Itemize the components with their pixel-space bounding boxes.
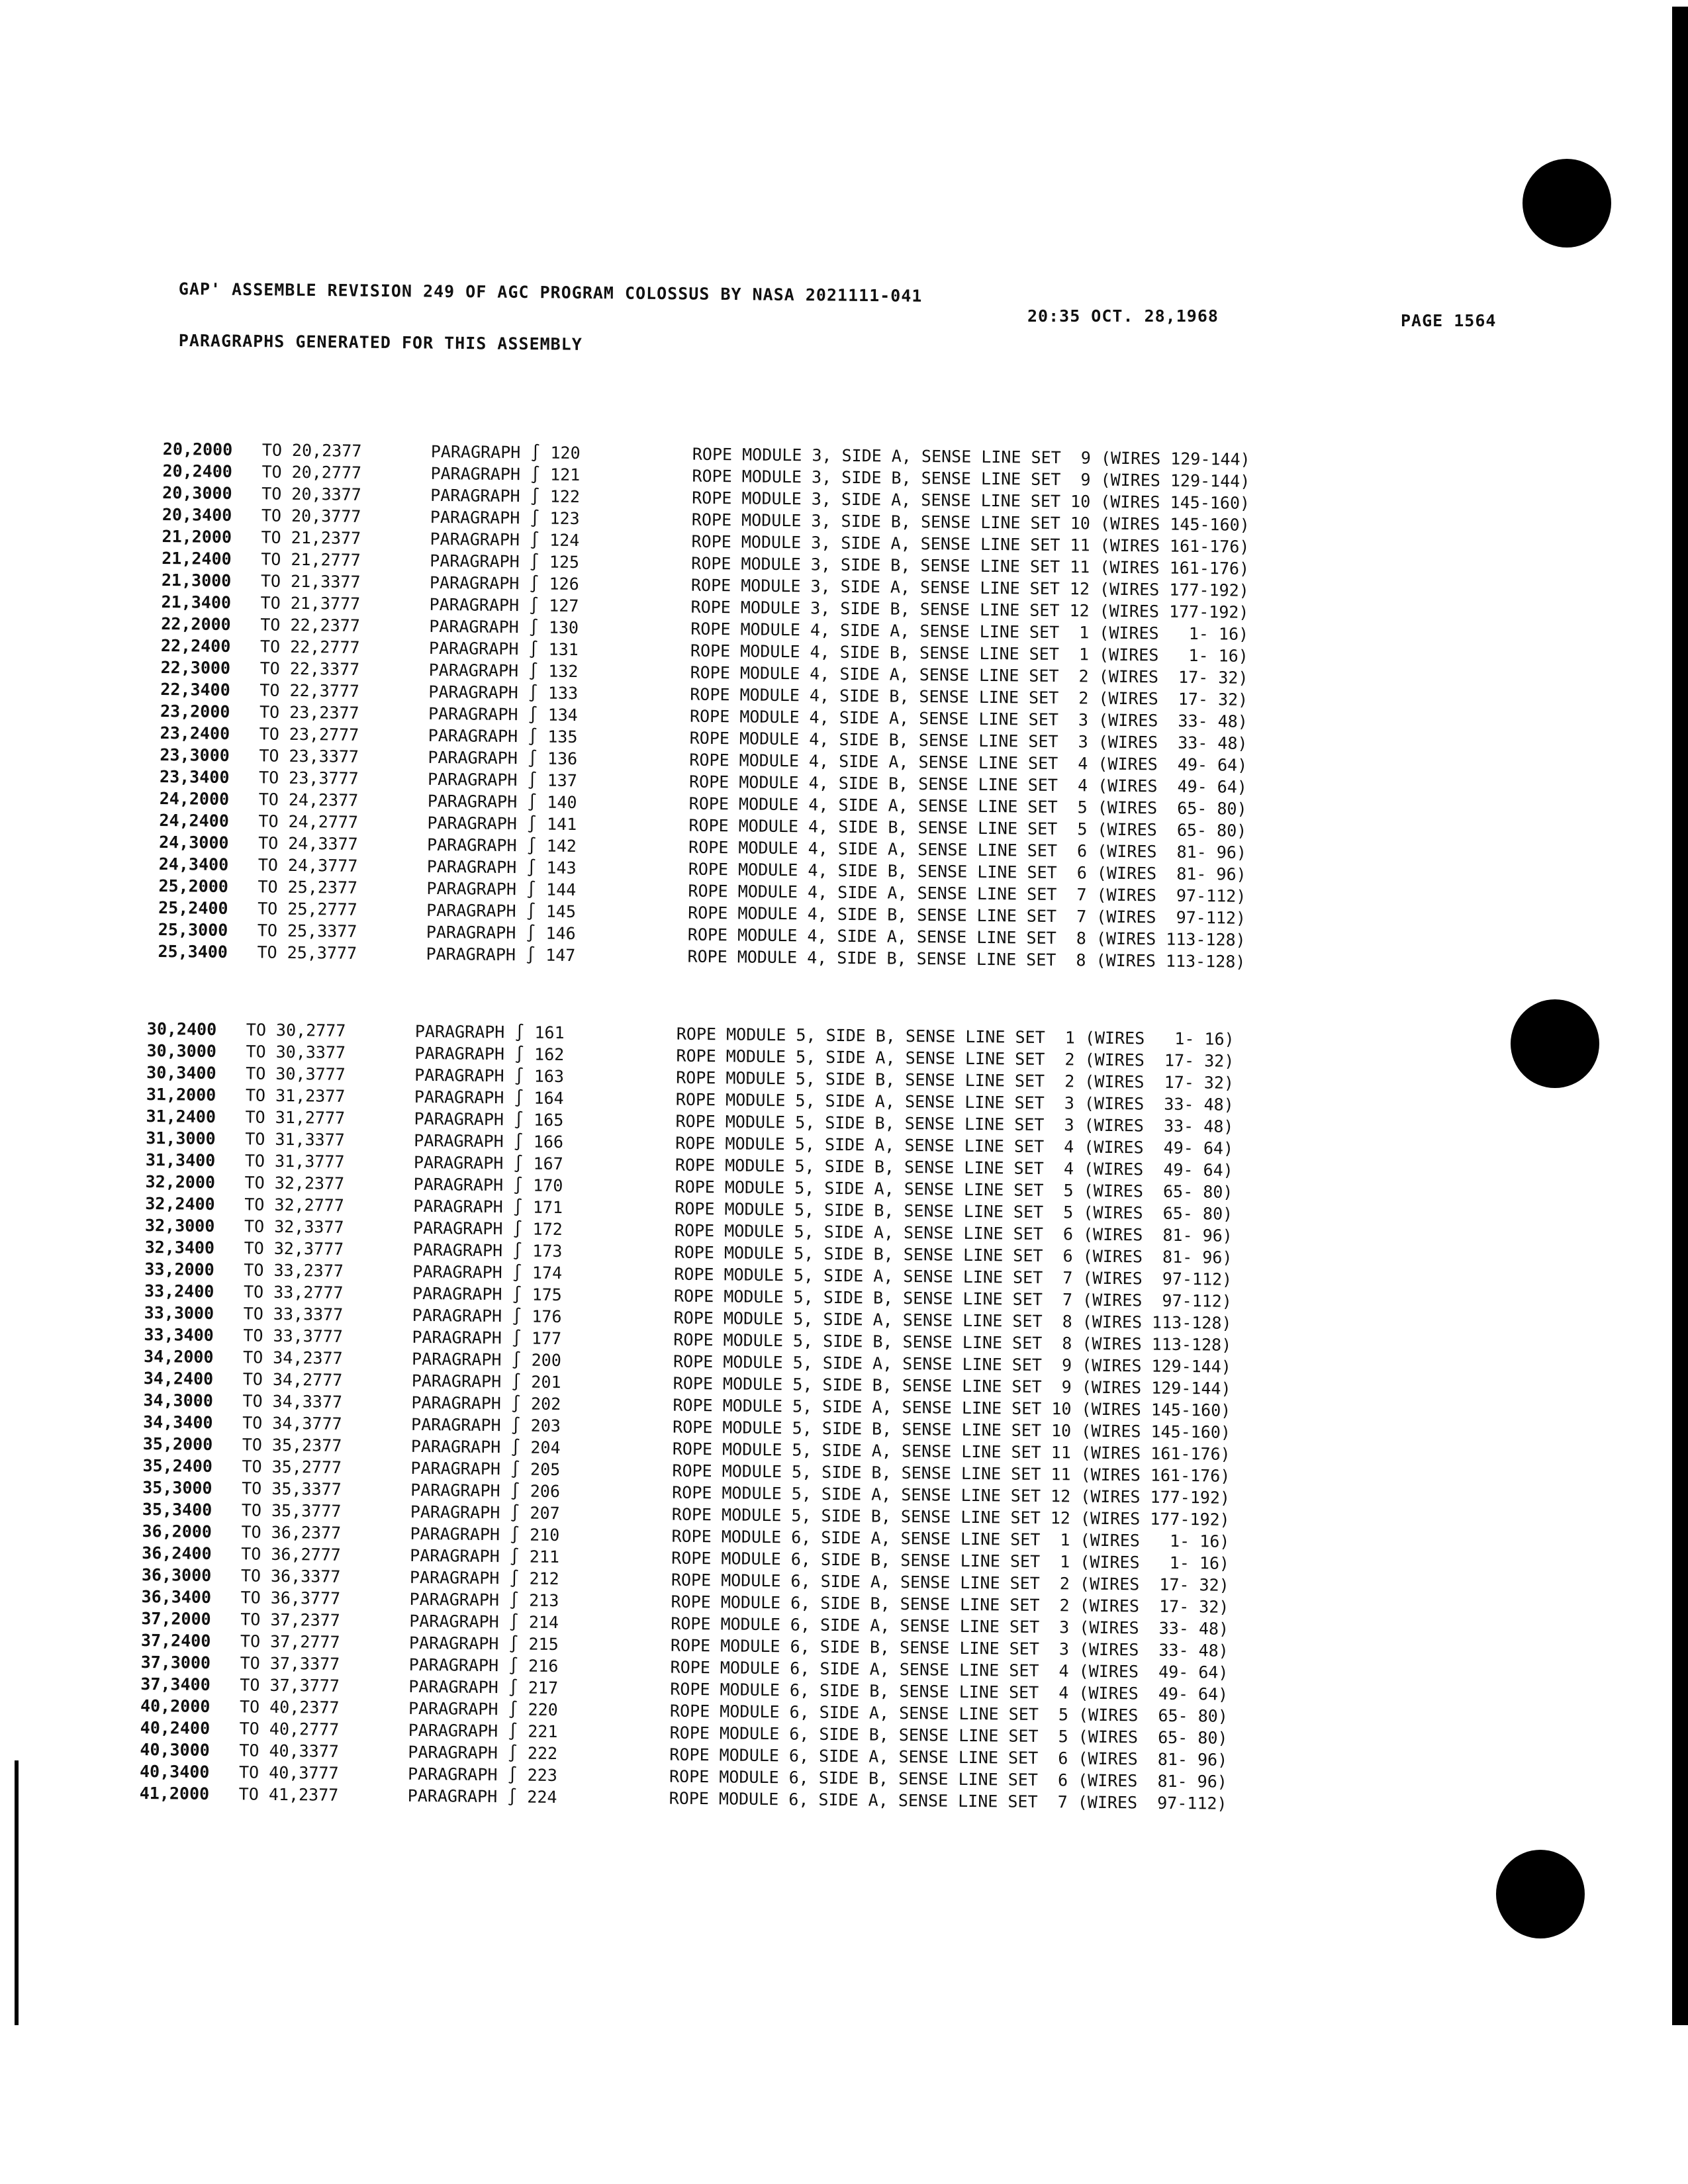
address-start: 22,3000 — [160, 657, 231, 678]
paragraph-number: PARAGRAPH ∫ 173 — [412, 1240, 563, 1261]
address-start: 24,2000 — [159, 788, 230, 809]
rope-module-description: ROPE MODULE 6, SIDE B, SENSE LINE SET 2 (WIRES 17- 32) — [671, 1592, 1229, 1617]
rope-module-description: ROPE MODULE 4, SIDE A, SENSE LINE SET 6 (WIRES 81- 96) — [688, 837, 1247, 862]
address-end: TO 30,3777 — [246, 1064, 346, 1084]
paragraph-number: PARAGRAPH ∫ 171 — [413, 1196, 563, 1218]
paragraph-number: PARAGRAPH ∫ 211 — [410, 1545, 560, 1567]
rope-module-description: ROPE MODULE 5, SIDE B, SENSE LINE SET 10 (WIRES 145-160) — [672, 1417, 1231, 1442]
paragraph-number: PARAGRAPH ∫ 176 — [412, 1305, 562, 1327]
address-start: 23,2000 — [160, 701, 230, 721]
paragraph-number: PARAGRAPH ∫ 224 — [407, 1786, 557, 1807]
address-end: TO 22,3777 — [259, 680, 360, 701]
address-start: 22,2000 — [161, 614, 231, 634]
paragraph-number: PARAGRAPH ∫ 123 — [430, 507, 580, 529]
address-start: 24,3400 — [158, 854, 229, 874]
rope-module-description: ROPE MODULE 3, SIDE A, SENSE LINE SET 9 (WIRES 129-144) — [692, 444, 1250, 469]
paragraph-number: PARAGRAPH ∫ 146 — [426, 922, 576, 944]
address-end: TO 37,3377 — [240, 1653, 340, 1674]
rope-module-description: ROPE MODULE 5, SIDE A, SENSE LINE SET 10 (WIRES 145-160) — [673, 1395, 1231, 1420]
address-start: 20,2400 — [162, 461, 233, 482]
rope-module-description: ROPE MODULE 5, SIDE B, SENSE LINE SET 7 (WIRES 97-112) — [673, 1286, 1232, 1311]
address-end: TO 31,3777 — [244, 1151, 345, 1171]
rope-module-description: ROPE MODULE 5, SIDE B, SENSE LINE SET 4 (WIRES 49- 64) — [675, 1155, 1233, 1180]
address-end: TO 37,3777 — [240, 1675, 340, 1696]
address-end: TO 32,3777 — [244, 1238, 344, 1259]
rope-module-description: ROPE MODULE 4, SIDE B, SENSE LINE SET 1 (WIRES 1- 16) — [690, 641, 1248, 666]
paragraph-number: PARAGRAPH ∫ 170 — [413, 1174, 563, 1196]
rope-module-description: ROPE MODULE 3, SIDE B, SENSE LINE SET 9 (WIRES 129-144) — [692, 466, 1250, 491]
paragraph-number: PARAGRAPH ∫ 175 — [412, 1283, 562, 1305]
address-end: TO 23,3777 — [258, 768, 359, 788]
address-start: 37,3000 — [140, 1652, 211, 1672]
address-start: 37,2000 — [141, 1608, 211, 1629]
address-end: TO 35,3777 — [241, 1500, 342, 1521]
address-end: TO 36,3377 — [240, 1566, 341, 1586]
address-start: 35,3400 — [142, 1499, 212, 1520]
rope-module-description: ROPE MODULE 4, SIDE B, SENSE LINE SET 2 (WIRES 17- 32) — [690, 684, 1248, 709]
address-start: 34,2000 — [143, 1346, 214, 1367]
address-end: TO 22,2377 — [260, 615, 360, 635]
address-end: TO 33,2377 — [244, 1260, 344, 1281]
address-end: TO 34,2377 — [242, 1347, 343, 1368]
address-end: TO 36,2777 — [241, 1544, 341, 1565]
paragraph-number: PARAGRAPH ∫ 124 — [430, 529, 580, 551]
address-end: TO 36,3777 — [240, 1588, 341, 1608]
paragraph-number: PARAGRAPH ∫ 133 — [428, 682, 579, 704]
paragraph-number: PARAGRAPH ∫ 174 — [412, 1261, 563, 1283]
address-start: 32,2400 — [145, 1193, 215, 1214]
address-end: TO 34,2777 — [242, 1369, 343, 1390]
rope-module-description: ROPE MODULE 5, SIDE A, SENSE LINE SET 3 (WIRES 33- 48) — [675, 1089, 1234, 1115]
scan-edge-mark — [15, 1760, 19, 2025]
paragraph-number: PARAGRAPH ∫ 220 — [408, 1698, 558, 1720]
address-end: TO 33,3777 — [243, 1326, 344, 1346]
address-start: 34,3400 — [143, 1412, 213, 1432]
rope-module-description: ROPE MODULE 3, SIDE A, SENSE LINE SET 12 (WIRES 177-192) — [690, 575, 1249, 600]
address-start: 32,3000 — [144, 1215, 215, 1236]
address-start: 32,3400 — [144, 1237, 215, 1257]
address-start: 21,2000 — [162, 526, 232, 547]
address-end: TO 20,3377 — [261, 484, 361, 504]
assembly-timestamp: 20:35 OCT. 28,1968 — [1027, 306, 1219, 326]
rope-module-description: ROPE MODULE 5, SIDE A, SENSE LINE SET 5 (WIRES 65- 80) — [675, 1177, 1233, 1202]
address-start: 40,2000 — [140, 1696, 211, 1716]
address-end: TO 23,2377 — [259, 702, 359, 723]
rope-module-description: ROPE MODULE 5, SIDE A, SENSE LINE SET 4 (WIRES 49- 64) — [675, 1133, 1234, 1158]
address-start: 35,2400 — [142, 1455, 213, 1476]
rope-module-description: ROPE MODULE 6, SIDE B, SENSE LINE SET 4 (WIRES 49- 64) — [670, 1679, 1229, 1704]
paragraph-number: PARAGRAPH ∫ 137 — [427, 769, 578, 791]
address-end: TO 20,3777 — [261, 506, 361, 526]
rope-module-description: ROPE MODULE 4, SIDE B, SENSE LINE SET 3 (WIRES 33- 48) — [689, 728, 1248, 753]
paragraph-number: PARAGRAPH ∫ 142 — [427, 835, 577, 856]
rope-module-description: ROPE MODULE 5, SIDE B, SENSE LINE SET 9 (WIRES 129-144) — [673, 1373, 1231, 1398]
address-end: TO 34,3777 — [242, 1413, 342, 1433]
rope-module-description: ROPE MODULE 6, SIDE A, SENSE LINE SET 1 (WIRES 1- 16) — [671, 1526, 1230, 1551]
rope-module-description: ROPE MODULE 6, SIDE A, SENSE LINE SET 6 (WIRES 81- 96) — [669, 1745, 1228, 1770]
address-end: TO 21,2377 — [261, 527, 361, 548]
paragraph-number: PARAGRAPH ∫ 125 — [430, 551, 580, 572]
address-start: 24,2400 — [159, 810, 229, 831]
paragraph-number: PARAGRAPH ∫ 136 — [428, 747, 578, 769]
address-start: 36,2000 — [142, 1521, 212, 1541]
address-start: 40,2400 — [140, 1717, 211, 1738]
rope-module-description: ROPE MODULE 5, SIDE A, SENSE LINE SET 11 (WIRES 161-176) — [672, 1439, 1231, 1464]
paragraph-number: PARAGRAPH ∫ 213 — [409, 1589, 559, 1611]
paragraph-number: PARAGRAPH ∫ 221 — [408, 1720, 558, 1742]
paragraph-number: PARAGRAPH ∫ 217 — [408, 1676, 559, 1698]
address-start: 20,2000 — [162, 439, 233, 460]
paragraph-number: PARAGRAPH ∫ 120 — [430, 441, 581, 463]
address-start: 36,3000 — [141, 1565, 212, 1585]
address-start: 20,3000 — [162, 482, 232, 504]
address-end: TO 40,2377 — [239, 1697, 340, 1717]
address-end: TO 36,2377 — [241, 1522, 342, 1543]
address-end: TO 24,2377 — [258, 790, 359, 810]
address-start: 40,3400 — [139, 1761, 210, 1782]
address-end: TO 41,2377 — [238, 1784, 339, 1805]
paragraph-number: PARAGRAPH ∫ 164 — [414, 1087, 564, 1109]
address-start: 25,3400 — [158, 941, 228, 962]
rope-module-description: ROPE MODULE 4, SIDE A, SENSE LINE SET 8 (WIRES 113-128) — [687, 925, 1246, 950]
address-end: TO 32,3377 — [244, 1216, 344, 1237]
rope-module-description: ROPE MODULE 3, SIDE A, SENSE LINE SET 10 (WIRES 145-160) — [692, 488, 1250, 513]
address-end: TO 25,2777 — [258, 899, 357, 919]
rope-module-description: ROPE MODULE 6, SIDE A, SENSE LINE SET 2 (WIRES 17- 32) — [671, 1570, 1229, 1595]
punch-hole — [1511, 999, 1599, 1088]
address-end: TO 25,2377 — [258, 877, 358, 897]
address-start: 21,3400 — [161, 592, 232, 612]
paragraph-number: PARAGRAPH ∫ 135 — [428, 725, 578, 747]
address-start: 37,2400 — [140, 1630, 211, 1651]
address-end: TO 40,3377 — [239, 1741, 340, 1761]
address-start: 21,3000 — [161, 570, 232, 591]
address-start: 37,3400 — [140, 1674, 211, 1694]
address-start: 33,2400 — [144, 1281, 214, 1301]
address-start: 21,2400 — [162, 548, 232, 569]
address-end: TO 22,2777 — [259, 637, 360, 657]
rope-module-description: ROPE MODULE 4, SIDE A, SENSE LINE SET 2 (WIRES 17- 32) — [690, 662, 1248, 688]
paragraph-number: PARAGRAPH ∫ 163 — [414, 1065, 565, 1087]
address-start: 25,2400 — [158, 897, 228, 918]
address-end: TO 37,2777 — [240, 1631, 340, 1652]
rope-module-description: ROPE MODULE 5, SIDE A, SENSE LINE SET 8 (WIRES 113-128) — [673, 1308, 1232, 1333]
paragraph-number: PARAGRAPH ∫ 210 — [410, 1524, 560, 1545]
paragraph-number: PARAGRAPH ∫ 134 — [428, 704, 578, 725]
paragraph-number: PARAGRAPH ∫ 177 — [412, 1327, 562, 1349]
rope-module-description: ROPE MODULE 6, SIDE B, SENSE LINE SET 6 (WIRES 81- 96) — [669, 1766, 1228, 1792]
rope-module-description: ROPE MODULE 4, SIDE B, SENSE LINE SET 4 (WIRES 49- 64) — [688, 772, 1248, 797]
paragraph-number: PARAGRAPH ∫ 126 — [429, 572, 579, 594]
paragraph-number: PARAGRAPH ∫ 147 — [426, 944, 576, 966]
paragraph-number: PARAGRAPH ∫ 204 — [410, 1436, 561, 1458]
paragraph-number: PARAGRAPH ∫ 143 — [426, 856, 577, 878]
address-end: TO 31,2777 — [245, 1107, 346, 1128]
address-start: 25,2000 — [158, 876, 229, 896]
paragraph-number: PARAGRAPH ∫ 131 — [428, 638, 579, 660]
paragraph-number: PARAGRAPH ∫ 214 — [409, 1611, 559, 1633]
rope-module-description: ROPE MODULE 6, SIDE A, SENSE LINE SET 5 (WIRES 65- 80) — [669, 1701, 1228, 1726]
address-start: 36,2400 — [142, 1543, 212, 1563]
address-end: TO 24,3777 — [258, 855, 358, 876]
address-end: TO 20,2777 — [261, 462, 362, 482]
paragraph-number: PARAGRAPH ∫ 162 — [414, 1043, 565, 1065]
address-end: TO 24,2777 — [258, 811, 359, 832]
address-start: 22,2400 — [160, 635, 231, 656]
scan-edge-bar — [1672, 7, 1688, 2025]
rope-module-description: ROPE MODULE 5, SIDE A, SENSE LINE SET 6 (WIRES 81- 96) — [674, 1220, 1233, 1246]
rope-module-description: ROPE MODULE 3, SIDE B, SENSE LINE SET 11 (WIRES 161-176) — [691, 553, 1250, 578]
address-start: 34,2400 — [143, 1368, 214, 1388]
rope-module-description: ROPE MODULE 5, SIDE B, SENSE LINE SET 6 (WIRES 81- 96) — [674, 1242, 1233, 1267]
punch-hole — [1496, 1850, 1585, 1938]
address-end: TO 23,2777 — [259, 724, 359, 745]
address-end: TO 25,3777 — [257, 942, 357, 963]
paragraph-number: PARAGRAPH ∫ 145 — [426, 900, 577, 922]
paragraph-number: PARAGRAPH ∫ 166 — [414, 1130, 564, 1152]
paragraph-number: PARAGRAPH ∫ 202 — [411, 1392, 561, 1414]
rope-module-description: ROPE MODULE 4, SIDE B, SENSE LINE SET 5 (WIRES 65- 80) — [688, 815, 1247, 841]
rope-module-description: ROPE MODULE 5, SIDE B, SENSE LINE SET 2 (WIRES 17- 32) — [676, 1068, 1235, 1093]
address-start: 35,3000 — [142, 1477, 212, 1498]
address-end: TO 23,3377 — [259, 746, 359, 766]
address-start: 30,3000 — [146, 1040, 217, 1062]
address-start: 32,2000 — [145, 1171, 216, 1192]
address-end: TO 30,2777 — [246, 1020, 346, 1040]
address-start: 23,3000 — [160, 745, 230, 765]
rope-module-description: ROPE MODULE 6, SIDE A, SENSE LINE SET 4 (WIRES 49- 64) — [670, 1657, 1229, 1682]
address-end: TO 35,3377 — [242, 1479, 342, 1499]
rope-module-description: ROPE MODULE 5, SIDE A, SENSE LINE SET 9 (WIRES 129-144) — [673, 1351, 1232, 1377]
address-end: TO 20,2377 — [261, 440, 362, 461]
address-start: 23,2400 — [160, 723, 230, 743]
address-end: TO 22,3377 — [259, 659, 360, 679]
paragraph-number: PARAGRAPH ∫ 167 — [413, 1152, 563, 1174]
assembly-title: GAP' ASSEMBLE REVISION 249 OF AGC PROGRAM COLOSSUS BY NASA 2021111-041 — [178, 279, 923, 306]
address-end: TO 31,3377 — [245, 1129, 345, 1150]
address-end: TO 30,3377 — [246, 1042, 346, 1062]
rope-module-description: ROPE MODULE 3, SIDE B, SENSE LINE SET 12 (WIRES 177-192) — [690, 597, 1249, 622]
address-start: 30,3400 — [146, 1062, 216, 1083]
address-start: 22,3400 — [160, 679, 230, 700]
address-start: 31,2400 — [146, 1106, 216, 1127]
paragraph-table-block-2 — [139, 1019, 1235, 1813]
address-start: 33,3000 — [144, 1302, 214, 1323]
paragraph-number: PARAGRAPH ∫ 212 — [409, 1567, 559, 1589]
paragraph-number: PARAGRAPH ∫ 161 — [414, 1021, 565, 1043]
address-end: TO 32,2777 — [244, 1195, 344, 1215]
address-start: 31,2000 — [146, 1084, 216, 1105]
address-end: TO 35,2777 — [242, 1457, 342, 1477]
address-start: 25,3000 — [158, 919, 228, 940]
address-start: 34,3000 — [143, 1390, 213, 1410]
address-start: 23,3400 — [159, 766, 230, 787]
paragraph-number: PARAGRAPH ∫ 127 — [429, 594, 579, 616]
address-start: 40,3000 — [140, 1739, 210, 1760]
address-end: TO 21,2777 — [261, 549, 361, 570]
address-start: 24,3000 — [159, 832, 229, 852]
paragraph-number: PARAGRAPH ∫ 215 — [408, 1633, 559, 1655]
address-end: TO 40,2777 — [239, 1719, 340, 1739]
rope-module-description: ROPE MODULE 4, SIDE A, SENSE LINE SET 3 (WIRES 33- 48) — [689, 706, 1248, 731]
rope-module-description: ROPE MODULE 4, SIDE A, SENSE LINE SET 1 (WIRES 1- 16) — [690, 619, 1249, 644]
address-start: 30,2400 — [146, 1019, 217, 1040]
paragraph-table-block-1 — [158, 439, 1250, 972]
rope-module-description: ROPE MODULE 6, SIDE B, SENSE LINE SET 5 (WIRES 65- 80) — [669, 1723, 1228, 1748]
address-end: TO 21,3777 — [260, 593, 361, 614]
address-end: TO 37,2377 — [240, 1610, 340, 1630]
paragraph-number: PARAGRAPH ∫ 200 — [411, 1349, 562, 1371]
rope-module-description: ROPE MODULE 5, SIDE B, SENSE LINE SET 5 (WIRES 65- 80) — [675, 1199, 1233, 1224]
punch-hole — [1523, 159, 1611, 248]
address-start: 33,3400 — [144, 1324, 214, 1345]
paragraph-number: PARAGRAPH ∫ 203 — [411, 1414, 561, 1436]
paragraph-number: PARAGRAPH ∫ 207 — [410, 1502, 560, 1524]
paragraph-number: PARAGRAPH ∫ 165 — [414, 1109, 564, 1130]
paragraph-number: PARAGRAPH ∫ 140 — [427, 791, 577, 813]
paragraph-number: PARAGRAPH ∫ 132 — [428, 660, 579, 682]
paragraph-number: PARAGRAPH ∫ 222 — [408, 1742, 558, 1764]
address-start: 20,3400 — [162, 504, 232, 525]
address-start: 35,2000 — [142, 1433, 213, 1454]
rope-module-description: ROPE MODULE 3, SIDE A, SENSE LINE SET 11 (WIRES 161-176) — [691, 531, 1250, 557]
address-end: TO 33,3377 — [243, 1304, 344, 1324]
paragraph-number: PARAGRAPH ∫ 144 — [426, 878, 577, 900]
address-start: 31,3400 — [145, 1150, 216, 1171]
address-start: 41,2000 — [139, 1783, 210, 1803]
rope-module-description: ROPE MODULE 5, SIDE B, SENSE LINE SET 8 (WIRES 113-128) — [673, 1330, 1232, 1355]
rope-module-description: ROPE MODULE 4, SIDE A, SENSE LINE SET 4 (WIRES 49- 64) — [689, 750, 1248, 775]
rope-module-description: ROPE MODULE 6, SIDE A, SENSE LINE SET 3 (WIRES 33- 48) — [671, 1614, 1229, 1639]
rope-module-description: ROPE MODULE 6, SIDE B, SENSE LINE SET 3 (WIRES 33- 48) — [670, 1635, 1229, 1661]
address-end: TO 21,3377 — [260, 571, 361, 592]
paragraph-number: PARAGRAPH ∫ 201 — [411, 1371, 561, 1392]
paragraph-number: PARAGRAPH ∫ 172 — [412, 1218, 563, 1240]
paragraph-number: PARAGRAPH ∫ 223 — [407, 1764, 557, 1786]
rope-module-description: ROPE MODULE 6, SIDE B, SENSE LINE SET 1 (WIRES 1- 16) — [671, 1548, 1230, 1573]
rope-module-description: ROPE MODULE 5, SIDE B, SENSE LINE SET 12 (WIRES 177-192) — [671, 1504, 1230, 1529]
rope-module-description: ROPE MODULE 5, SIDE A, SENSE LINE SET 12 (WIRES 177-192) — [672, 1482, 1231, 1508]
rope-module-description: ROPE MODULE 5, SIDE B, SENSE LINE SET 1 (WIRES 1- 16) — [676, 1024, 1235, 1049]
rope-module-description: ROPE MODULE 4, SIDE B, SENSE LINE SET 6 (WIRES 81- 96) — [688, 859, 1246, 884]
paragraph-number: PARAGRAPH ∫ 122 — [430, 485, 581, 507]
paragraph-number: PARAGRAPH ∫ 206 — [410, 1480, 561, 1502]
address-end: TO 34,3377 — [242, 1391, 343, 1412]
page-number: PAGE 1564 — [1401, 311, 1497, 330]
rope-module-description: ROPE MODULE 5, SIDE A, SENSE LINE SET 7 (WIRES 97-112) — [674, 1264, 1233, 1289]
address-end: TO 24,3377 — [258, 833, 358, 854]
address-end: TO 31,2377 — [245, 1085, 346, 1106]
rope-module-description: ROPE MODULE 5, SIDE B, SENSE LINE SET 11 (WIRES 161-176) — [672, 1461, 1231, 1486]
rope-module-description: ROPE MODULE 6, SIDE A, SENSE LINE SET 7 (WIRES 97-112) — [669, 1788, 1227, 1813]
rope-module-description: ROPE MODULE 3, SIDE B, SENSE LINE SET 10 (WIRES 145-160) — [691, 510, 1250, 535]
address-start: 33,2000 — [144, 1259, 214, 1279]
address-end: TO 35,2377 — [242, 1435, 342, 1455]
paragraph-number: PARAGRAPH ∫ 216 — [408, 1655, 559, 1676]
address-start: 31,3000 — [146, 1128, 216, 1149]
rope-module-description: ROPE MODULE 4, SIDE A, SENSE LINE SET 7 (WIRES 97-112) — [688, 881, 1246, 906]
address-end: TO 40,3777 — [238, 1762, 339, 1783]
paragraph-number: PARAGRAPH ∫ 141 — [427, 813, 577, 835]
rope-module-description: ROPE MODULE 4, SIDE B, SENSE LINE SET 7 (WIRES 97-112) — [688, 903, 1246, 928]
address-end: TO 32,2377 — [244, 1173, 345, 1193]
paragraph-number: PARAGRAPH ∫ 121 — [430, 463, 581, 485]
paragraph-number: PARAGRAPH ∫ 130 — [429, 616, 579, 638]
address-start: 36,3400 — [141, 1586, 212, 1607]
paragraph-number: PARAGRAPH ∫ 205 — [410, 1458, 561, 1480]
address-end: TO 33,2777 — [243, 1282, 344, 1302]
rope-module-description: ROPE MODULE 4, SIDE B, SENSE LINE SET 8 (WIRES 113-128) — [687, 946, 1246, 972]
rope-module-description: ROPE MODULE 5, SIDE A, SENSE LINE SET 2 (WIRES 17- 32) — [676, 1046, 1235, 1071]
rope-module-description: ROPE MODULE 5, SIDE B, SENSE LINE SET 3 (WIRES 33- 48) — [675, 1111, 1234, 1136]
listing-subtitle: PARAGRAPHS GENERATED FOR THIS ASSEMBLY — [178, 331, 583, 354]
address-end: TO 25,3377 — [257, 921, 357, 941]
rope-module-description: ROPE MODULE 4, SIDE A, SENSE LINE SET 5 (WIRES 65- 80) — [688, 794, 1247, 819]
